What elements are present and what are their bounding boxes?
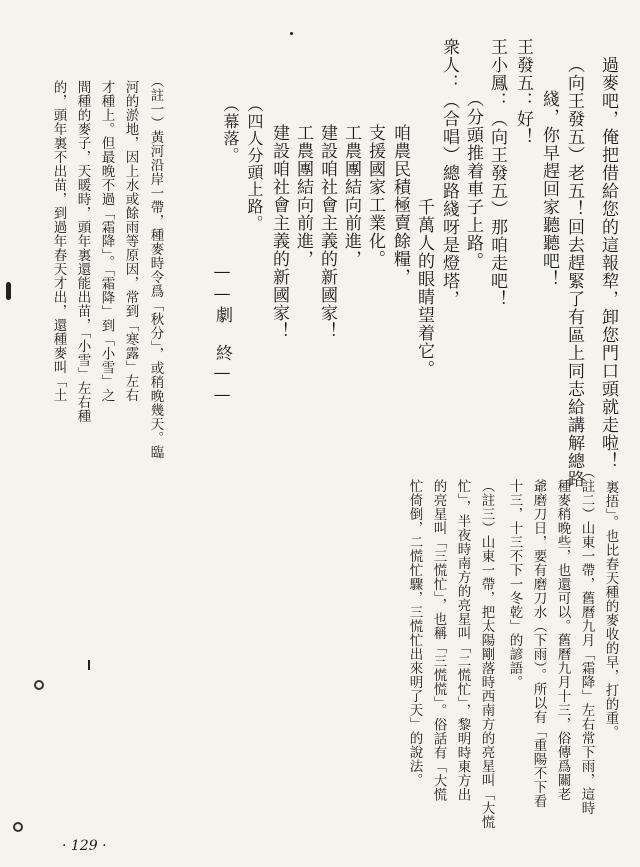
- text-column: 綫，你早趕回家聽聽吧！: [539, 90, 559, 288]
- song-verse: 咱農民積極賣餘糧，: [390, 124, 410, 286]
- dialogue-text: 人：（合唱）總路綫呀是燈塔，: [439, 56, 459, 308]
- footnote-column: （註二）山東一帶，舊曆九月「霜降」左右常下雨，這時: [578, 465, 595, 815]
- dialogue-line: [488, 38, 505, 308]
- text-column: 過麥吧，俺把借給您的這報犂，卸您門口頭就走啦！: [598, 56, 618, 470]
- stage-direction: （幕落。: [221, 96, 240, 164]
- footnote-column: 的亮星叫「三慌忙」，也稱「三慌慌」。俗話有「大慌: [430, 479, 447, 802]
- scan-speck: [88, 660, 90, 670]
- text-column: （向王發五）老五！回去趕緊了有區上同志給講解總路: [564, 56, 584, 488]
- scan-speck: [290, 32, 293, 35]
- scan-speck: [6, 282, 11, 300]
- stage-direction: （四人分頭上路。: [245, 96, 264, 232]
- dialogue-text: ：好！: [513, 92, 533, 146]
- speaker-name: 衆: [439, 38, 459, 56]
- song-verse: 千萬人的眼睛望着它。: [414, 198, 434, 378]
- footnote-column: （註三）山東一帶，把太陽剛落時西南方的亮星叫「大慌: [478, 479, 495, 829]
- dialogue-line: [440, 38, 457, 308]
- song-verse: 支援國家工業化。: [365, 124, 385, 268]
- stage-direction: （分頭推着車子上路。: [463, 90, 483, 270]
- speaker-name: 王發五: [513, 38, 533, 92]
- scan-speck: [34, 680, 44, 690]
- footnote-column: 忙」，半夜時南方的亮星叫「二慌忙」，黎明時東方出: [454, 479, 471, 802]
- dialogue-text: ：（向王發五）那咱走吧！: [487, 92, 507, 308]
- footnote-column: 的，頭年裏不出苗，到過年春天才出，還種麥叫「土: [50, 80, 67, 402]
- song-verse: 工農團結向前進，: [341, 124, 361, 268]
- song-verse: 工農團結向前進，: [293, 124, 313, 268]
- footnote-column: 十三，十三不下一冬乾」的諺語。: [506, 479, 523, 689]
- end-mark: ——劇 終——: [212, 262, 232, 407]
- footnote-column: 忙倚倒，二慌忙驟，三慌忙出來明了天」的說法。: [406, 479, 423, 787]
- speaker-name: 王小鳳: [487, 38, 507, 92]
- song-verse: 建設咱社會主義的新國家！: [317, 124, 337, 340]
- footnote-column: 爺磨刀日，要有磨刀水（下雨）。所以有「重陽不下看: [530, 479, 547, 809]
- song-verse: 建設咱社會主義的新國家！: [269, 124, 289, 340]
- footnote-column: 才種上。但最晚不過「霜降」。「霜降」到「小雪」之: [98, 80, 115, 403]
- footnote-column: （註一）黃河沿岸一帶，種麥時令爲「秋分」，或稍晚幾天。臨: [147, 74, 164, 460]
- page-number: · 129 ·: [62, 838, 107, 854]
- scan-speck: [13, 822, 23, 832]
- footnote-column: 河的淤地，因上水或餘雨等原因，常到「寒露」左右: [122, 80, 139, 402]
- footnote-column: 裏捂」。也比春天種的麥收的早，打的重。: [602, 480, 619, 740]
- dialogue-line: [514, 38, 531, 146]
- footnote-column: 間種的麥子，天暖時，頭年裏還能出苗，「小雪」左右種: [74, 80, 91, 424]
- footnote-column: 種麥稍晚些，也還可以。舊曆九月十三，俗傳爲關老: [554, 479, 571, 801]
